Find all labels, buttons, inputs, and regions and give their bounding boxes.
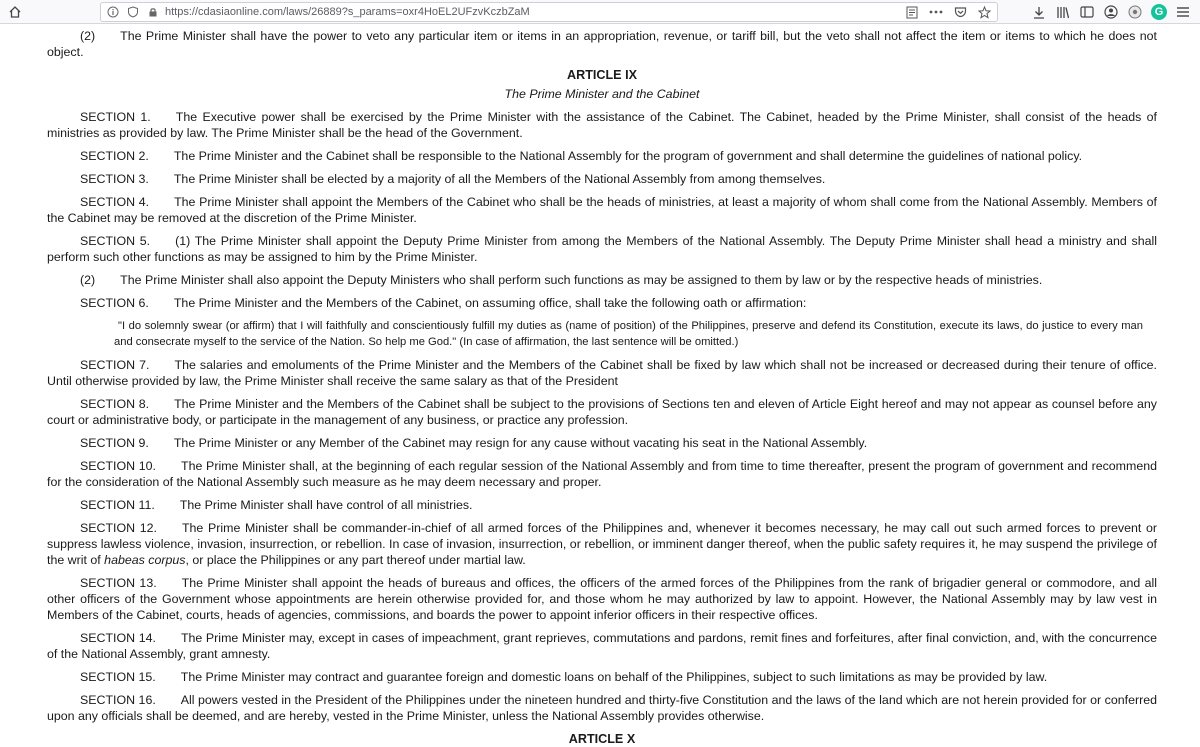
section-5-item-2: (2) The Prime Minister shall also appoint the Deputy Ministers who shall perform such functions as may be assigned to them by law or by the respective heads of ministries. xyxy=(80,273,1043,287)
section-14: SECTION 14. The Prime Minister may, except in cases of impeachment, grant reprieves, commutations and pardons, remit fines and forfeitures, after final conviction, and, with the concurrence of the National Assembly, grant amnesty. xyxy=(47,631,1157,661)
info-icon[interactable] xyxy=(105,4,121,20)
article9-subtitle: The Prime Minister and the Cabinet xyxy=(504,87,700,101)
article10-title: ARTICLE X xyxy=(568,732,636,746)
page-actions-icon[interactable] xyxy=(927,4,945,20)
bookmark-star-icon[interactable] xyxy=(975,4,993,20)
pocket-icon[interactable] xyxy=(951,4,969,20)
sidebar-icon[interactable] xyxy=(1078,2,1096,22)
section-15: SECTION 15. The Prime Minister may contract and guarantee foreign and domestic loans on behalf of the Philippines, subject to such limitations as may be provided by law. xyxy=(80,670,1048,684)
section-2: SECTION 2. The Prime Minister and the Cabinet shall be responsible to the National Assembly for the program of government and shall determine the guidelines of national policy. xyxy=(80,149,1083,163)
section-5: SECTION 5. (1) The Prime Minister shall appoint the Deputy Prime Minister from among the Members of the National Assembly. The Deputy Prime Minister shall head a ministry and shall perform such other functions as may be assigned to him by the Prime Minister. xyxy=(47,234,1157,264)
account-icon[interactable] xyxy=(1102,2,1120,22)
section-16: SECTION 16. All powers vested in the President of the Philippines under the nineteen hundred and thirty-five Constitution and the laws of the land which are not herein provided for or conferred upon any officials shall be deemed, and are hereby, vested in the Prime Minister, unless the National Assembly provides otherwise. xyxy=(47,693,1157,723)
section-13: SECTION 13. The Prime Minister shall appoint the heads of bureaus and offices, the officers of the armed forces of the Philippines from the rank of brigadier general or commodore, and all other officers of the Government whose appointments are herein otherwise provided for, and those whom he may authorized by law to appoint. However, the National Assembly may by law vest in Members of the Cabinet, courts, heads of agencies, commissions, and boards the power to appoint inferior officers in their respective offices. xyxy=(47,576,1157,622)
article9-title: ARTICLE IX xyxy=(567,68,637,82)
section-3: SECTION 3. The Prime Minister shall be elected by a majority of all the Members of the National Assembly from among themselves. xyxy=(80,172,826,186)
tracking-shield-icon[interactable] xyxy=(125,4,141,20)
document-body xyxy=(47,28,1157,747)
section-1: SECTION 1. The Executive power shall be exercised by the Prime Minister with the assistance of the Cabinet. The Cabinet, headed by the Prime Minister, shall consist of the heads of ministries as provided by law. The Prime Minister shall be the head of the Government. xyxy=(47,110,1157,140)
section-10: SECTION 10. The Prime Minister shall, at the beginning of each regular session of the National Assembly and from time to time thereafter, present the program of government and recommend for the consideration of the National Assembly such measure as he may deem necessary and proper. xyxy=(47,459,1157,489)
lock-icon[interactable] xyxy=(145,4,161,20)
url-bar[interactable] xyxy=(100,2,998,22)
browser-toolbar xyxy=(0,0,1200,24)
section-4: SECTION 4. The Prime Minister shall appoint the Members of the Cabinet who shall be the heads of ministries, at least a majority of whom shall come from the National Assembly. Members of the Cabinet may be removed at the discretion of the Prime Minister. xyxy=(47,195,1157,225)
section-7: SECTION 7. The salaries and emoluments of the Prime Minister and the Members of the Cabinet shall be fixed by law which shall not be increased or decreased during their tenure of office. Until otherwise provided by law, the Prime Minister shall receive the same salary as that of the President xyxy=(47,358,1157,388)
section-11: SECTION 11. The Prime Minister shall have control of all ministries. xyxy=(80,498,473,512)
home-icon[interactable] xyxy=(4,1,26,23)
grammarly-icon[interactable]: G xyxy=(1150,2,1168,22)
reader-view-icon[interactable] xyxy=(903,4,921,20)
library-icon[interactable] xyxy=(1054,2,1072,22)
section-8: SECTION 8. The Prime Minister and the Members of the Cabinet shall be subject to the provisions of Sections ten and eleven of Article Eight hereof and may not appear as counsel before any court or administrative body, or participate in the management of any business, or practice any profession. xyxy=(47,397,1157,427)
url-text[interactable]: https://cdasiaonline.com/laws/26889?s_params=oxr4HoEL2UFzvKczbZaM xyxy=(165,6,530,18)
section-9: SECTION 9. The Prime Minister or any Member of the Cabinet may resign for any cause without vacating his seat in the National Assembly. xyxy=(80,436,868,450)
section-6: SECTION 6. The Prime Minister and the Members of the Cabinet, on assuming office, shall take the following oath or affirmation: xyxy=(80,296,807,310)
menu-icon[interactable] xyxy=(1174,2,1192,22)
article8-item-2: (2) The Prime Minister shall have the power to veto any particular item or items in an appropriation, revenue, or tariff bill, but the veto shall not affect the item or items to which he does not object. xyxy=(47,29,1157,59)
downloads-icon[interactable] xyxy=(1030,2,1048,22)
section-12: SECTION 12. The Prime Minister shall be commander-in-chief of all armed forces of the Philippines and, whenever it becomes necessary, he may call out such armed forces to prevent or suppress lawless violence, invasion, insurrection, or rebellion. In case of invasion, insurrection, or rebellion, or imminent danger thereof, when the public safety requires it, he may suspend the privilege of the writ of habeas corpus, or place the Philippines or any part thereof under martial law. xyxy=(47,521,1157,567)
extension-icon[interactable] xyxy=(1126,2,1144,22)
oath-quote: "I do solemnly swear (or affirm) that I will faithfully and conscientiously fulfill my duties as (name of position) of the Philippines, preserve and defend its Constitution, execute its laws, do justice to every man and consecrate myself to the service of the Nation. So help me God." (In case of affirmation, the last sentence will be omitted.) xyxy=(114,320,1143,348)
